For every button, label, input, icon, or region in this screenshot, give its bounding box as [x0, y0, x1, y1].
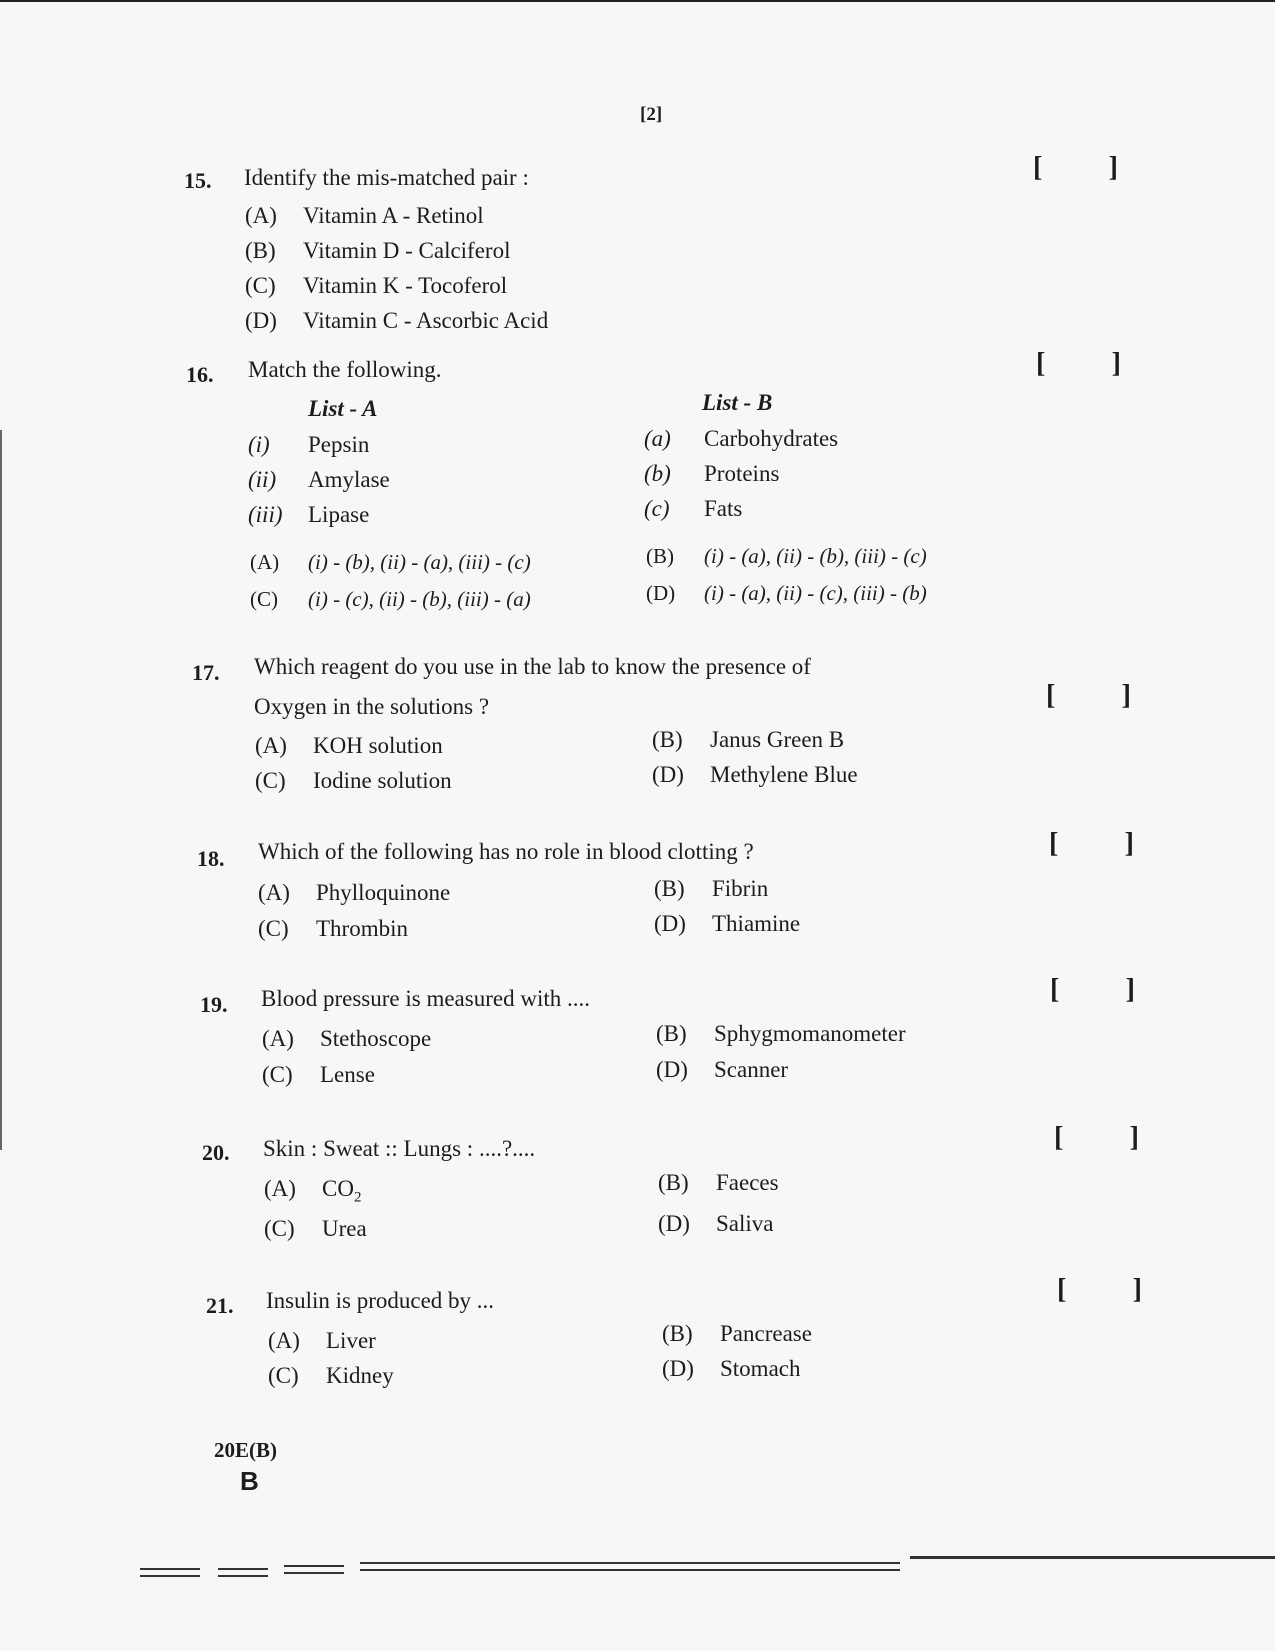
option-a: (A) $CO_2$ [264, 1176, 362, 1206]
list-a-item: (ii) Amylase [248, 467, 390, 492]
list-b-item: (c) Fats [644, 496, 743, 521]
question-text: Insulin is produced by ... [266, 1288, 495, 1313]
footer-rule [910, 1556, 1275, 1559]
list-b-item: (b) Proteins [644, 461, 780, 486]
option-d: (D) Methylene Blue [652, 762, 858, 787]
option-c: (C) Kidney [268, 1363, 394, 1388]
question-text: Identify the mis-matched pair : [244, 165, 529, 190]
option-a: (A) Stethoscope [262, 1026, 432, 1051]
option-b: (B) Fibrin [654, 876, 769, 901]
footer-rule [284, 1565, 344, 1567]
answer-bracket: [ ] [1046, 680, 1131, 711]
footer-rule [284, 1572, 344, 1574]
option-d: (D) Scanner [656, 1057, 789, 1082]
question-text: Which reagent do you use in the lab to know the presence of [254, 654, 811, 679]
question-number: 15. [184, 168, 212, 193]
option-c: (C) Iodine solution [255, 768, 452, 793]
option-d: (D) Saliva [658, 1211, 774, 1236]
question-number: 21. [206, 1293, 234, 1318]
list-a-item: (iii) Lipase [248, 502, 370, 527]
option-c: (C) Thrombin [258, 916, 408, 941]
option-c: (C) Urea [264, 1216, 367, 1241]
question-number: 20. [202, 1140, 230, 1165]
option-b: (B) Vitamin D - Calciferol [245, 238, 511, 263]
option-b: (B) Faeces [658, 1170, 779, 1195]
option-d: (D) Thiamine [654, 911, 801, 936]
option-a: (A) (i) - (b), (ii) - (a), (iii) - (c) [250, 550, 531, 574]
question-number: 19. [200, 992, 228, 1017]
option-d: (D) Vitamin C - Ascorbic Acid [245, 308, 549, 333]
option-b: (B) Pancrease [662, 1321, 812, 1346]
question-number: 18. [197, 846, 225, 871]
list-a-title: List - A [308, 396, 378, 421]
footer-rule [218, 1568, 268, 1570]
option-c: (C) Vitamin K - Tocoferol [245, 273, 508, 298]
question-text: Blood pressure is measured with .... [261, 986, 590, 1011]
option-a: (A) Phylloquinone [258, 880, 451, 905]
paper-code: 20E(B) [214, 1438, 277, 1462]
question-number: 16. [186, 362, 214, 387]
option-c: (C) (i) - (c), (ii) - (b), (iii) - (a) [250, 587, 531, 611]
footer-rule [360, 1562, 900, 1564]
answer-bracket: [ ] [1050, 974, 1135, 1005]
left-edge-line [0, 430, 2, 1150]
option-d: (D) (i) - (a), (ii) - (c), (iii) - (b) [646, 581, 927, 605]
option-a: (A) Liver [268, 1328, 376, 1353]
question-text: Match the following. [248, 357, 442, 382]
footer-rule [218, 1575, 268, 1577]
option-a: (A) KOH solution [255, 733, 443, 758]
list-b-title: List - B [702, 390, 773, 415]
footer-rule [140, 1568, 200, 1570]
footer-rule [360, 1569, 900, 1571]
list-a-item: (i) Pepsin [248, 432, 370, 457]
option-d: (D) Stomach [662, 1356, 801, 1381]
question-number: 17. [192, 660, 220, 685]
option-b: (B) (i) - (a), (ii) - (b), (iii) - (c) [646, 544, 927, 568]
option-b: (B) Sphygmomanometer [656, 1021, 906, 1046]
footer-rule [140, 1575, 200, 1577]
answer-bracket: [ ] [1049, 828, 1134, 859]
list-b-item: (a) Carbohydrates [644, 426, 839, 451]
question-text-line2: Oxygen in the solutions ? [254, 694, 490, 719]
question-text: Which of the following has no role in blood clotting ? [258, 839, 754, 864]
answer-bracket: [ ] [1033, 152, 1118, 183]
page-number: [2] [640, 104, 663, 125]
answer-bracket: [ ] [1057, 1274, 1142, 1305]
answer-bracket: [ ] [1036, 348, 1121, 379]
answer-bracket: [ ] [1054, 1122, 1139, 1153]
paper-set: B [240, 1466, 259, 1496]
option-a: (A) Vitamin A - Retinol [245, 203, 484, 228]
option-c: (C) Lense [262, 1062, 375, 1087]
top-edge-line [0, 0, 1275, 2]
option-b: (B) Janus Green B [652, 727, 845, 752]
question-text: Skin : Sweat :: Lungs : ....?.... [263, 1136, 536, 1161]
